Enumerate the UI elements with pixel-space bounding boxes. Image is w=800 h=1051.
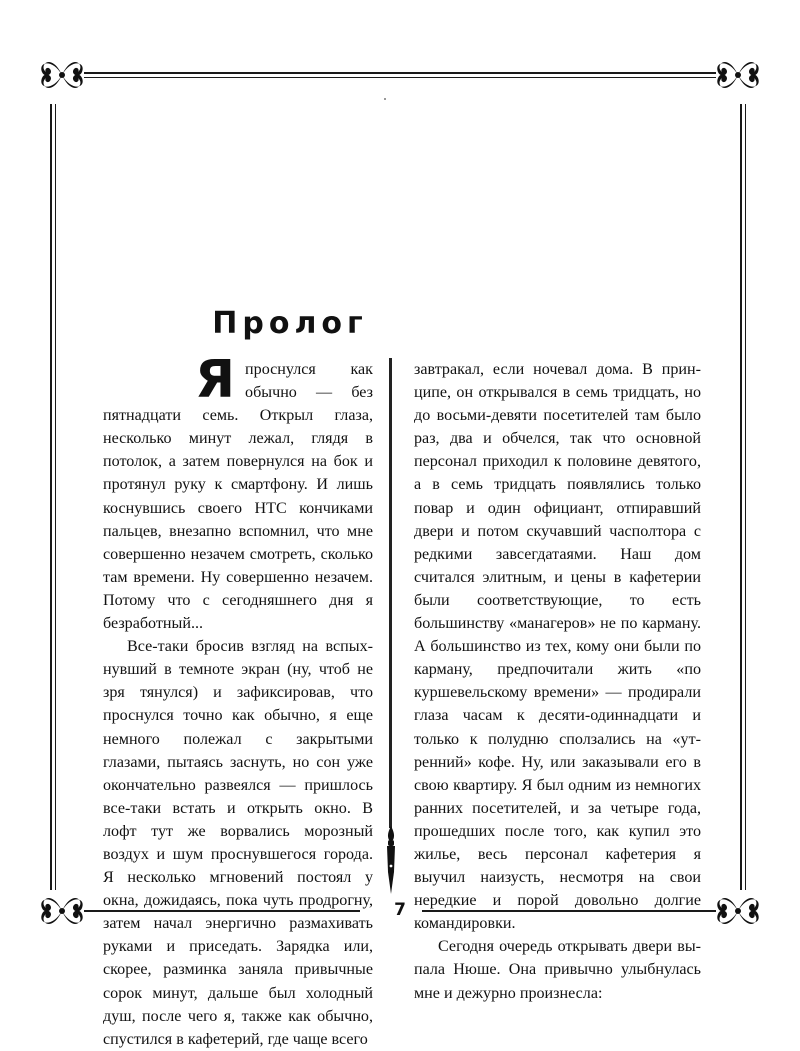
column-divider <box>389 358 392 828</box>
drop-cap: Я <box>195 350 236 410</box>
frame-right-rule-inner <box>745 104 746 890</box>
first-paragraph-text: проснулся как обычно — без пятнадцати семь. Открыл глаза, несколько минут лежал, глядя в потолок, а затем повернулся на бок и протянул руку к смартфону. И лишь коснувшись своего HTC кончиками пальцев, внезапно вспомнил, что мне совершенно незачем смотреть, сколько там времени. Ну совершенно незачем. Потому что с сегодняшнего дня я безработный... <box>103 361 373 633</box>
print-speck <box>384 98 386 100</box>
corner-flourish-icon-bottom-right <box>710 888 766 934</box>
frame-top-rule <box>84 72 716 74</box>
corner-flourish-icon-top-right <box>710 52 766 98</box>
paragraph: Все-таки бросив взгляд на вспыхнувший в темноте экран (ну, чтоб не зря тянулся) и зафиксировав, что проснулся точно как обычно, я еще немного полежал с закрытыми глазами, пытаясь заснуть, но сон уже окончательно развеялся — пришлось все-таки встать и открыть окно. В лофт тут же ворвались морозный воздух и шум проснувшегося города. Я несколько мгновений постоял у окна, дожидаясь, пока чуть продрогну, затем начал энергично размахивать руками и приседать. Зарядка или, скорее, разминка заняла привычные сорок минут, дальше был холодный душ, после чего я, также как обычно, спустился в кафетерий, где чаще всего <box>103 638 373 1048</box>
frame-right-rule <box>740 104 742 890</box>
frame-left-rule <box>50 104 52 890</box>
first-paragraph <box>103 350 373 635</box>
page-number: 7 <box>394 900 406 920</box>
corner-flourish-icon-top-left <box>34 52 90 98</box>
fountain-pen-icon <box>381 826 401 896</box>
frame-left-rule-inner <box>55 104 56 890</box>
paragraph: Сегодня очередь открывать двери выпала Нюше. Она привычно улыбнулась мне и дежурно произнесла: <box>414 938 701 1002</box>
corner-flourish-icon-bottom-left <box>34 888 90 934</box>
right-text-column <box>414 358 701 1005</box>
frame-top-rule-inner <box>84 77 716 78</box>
paragraph: завтракал, если ночевал дома. В принципе, он открывался в семь тридцать, но до восьми-девяти посетителей там было раз, два и обчелся, так что основной персонал приходил к половине девятого, а в семь тридцать появлялись только повар и один официант, отпиравший двери и потом скучавший часполтора с редкими завсегдатаями. Наш дом считался элитным, и цены в кафетерии были соответствующие, то есть большинству «манагеров» не по карману. А большинство из тех, кому они были по карману, предпочитали жить «по куршевельскому времени» — продирали глаза часам к десяти-одиннадцати и только к полудню сползались на «утренний» кофе. Ну, или заказывали его в свою квартиру. Я был одним из немногих ранних посетителей, и за четыре года, прошедших после того, как купил это жилье, весь персонал кафетерия я выучил наизусть, несмотря на свои нередкие и порой довольно долгие командировки. <box>414 361 701 933</box>
chapter-title: Пролог <box>212 306 368 342</box>
left-text-column <box>103 350 373 1051</box>
